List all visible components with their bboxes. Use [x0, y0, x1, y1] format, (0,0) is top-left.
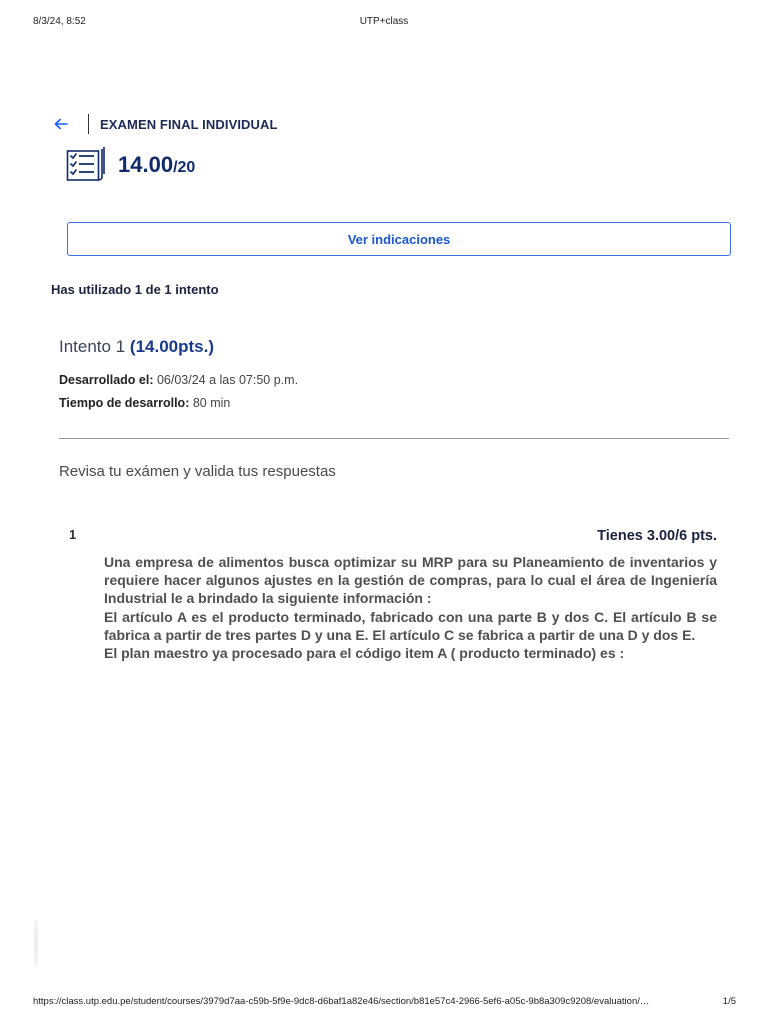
- attempt-label: Intento 1: [59, 337, 126, 356]
- arrow-left-icon: [54, 118, 68, 130]
- print-title: UTP+class: [359, 16, 409, 27]
- score-number: 14.00: [118, 152, 174, 177]
- development-time: [59, 396, 230, 410]
- developed-label: Desarrollado el:: [59, 373, 154, 387]
- score-row: [66, 147, 195, 183]
- print-date: 8/3/24, 8:52: [33, 16, 86, 27]
- attempts-used-text: Has utilizado 1 de 1 intento: [51, 282, 219, 297]
- ver-indicaciones-button[interactable]: Ver indicaciones: [67, 222, 731, 256]
- question-score: Tienes 3.00/6 pts.: [597, 528, 717, 544]
- score-total: /20: [173, 159, 196, 176]
- question-paragraph: El artículo A es el producto terminado, fabricado con una parte B y dos C. El artículo B se fabrica a partir de tres partes D y una E. El artículo C se fabrica a partir de una D y dos E.: [104, 608, 717, 643]
- print-footer: [33, 996, 736, 1010]
- question-paragraph: El plan maestro ya procesado para el código item A ( producto terminado) es :: [104, 645, 625, 662]
- question-number: 1: [69, 527, 77, 542]
- developed-date: [59, 373, 298, 387]
- time-value: 80 min: [192, 396, 231, 410]
- attempt-points: (14.00pts.): [129, 337, 214, 356]
- developed-value: 06/03/24 a las 07:50 p.m.: [156, 373, 299, 387]
- back-button[interactable]: [52, 115, 70, 133]
- section-divider: [59, 438, 729, 439]
- review-instructions: Revisa tu exámen y valida tus respuestas: [59, 463, 336, 480]
- header-divider: [88, 114, 89, 134]
- page-number: 1/5: [722, 996, 736, 1007]
- score-value: [118, 152, 195, 178]
- question-paragraph: Una empresa de alimentos busca optimizar su MRP para su Planeamiento de inventarios y requiere hacer algunos ajustes en la gestión de compras, para lo cual el área de Ingeniería Industrial le a brindado la siguiente información :: [104, 554, 717, 607]
- attempt-title: [59, 337, 214, 357]
- print-header: [0, 16, 768, 30]
- question-statement: [104, 553, 717, 662]
- checklist-icon: [66, 147, 112, 183]
- exam-header: [52, 114, 278, 134]
- page-edge-mark: [34, 920, 38, 966]
- print-url: https://class.utp.edu.pe/student/courses/3979d7aa-c59b-5f9e-9dc8-d6baf1a82e46/section/b81e57c4-2966-5ef6-a05c-9b8a309c9208/evaluation/…: [33, 996, 650, 1007]
- exam-title: EXAMEN FINAL INDIVIDUAL: [100, 116, 278, 132]
- time-label: Tiempo de desarrollo:: [59, 396, 190, 410]
